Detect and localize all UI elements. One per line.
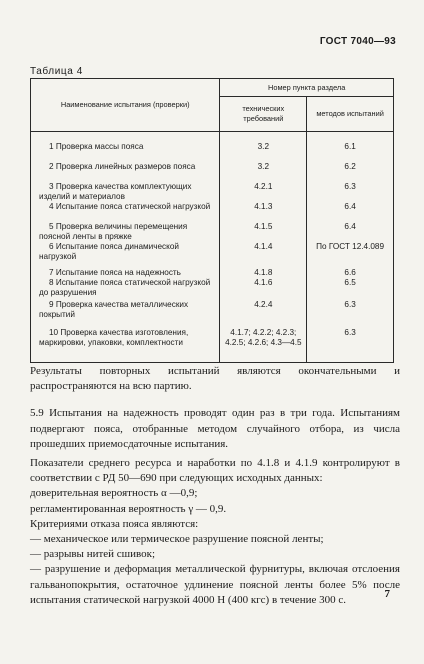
page-mark: 7 bbox=[384, 588, 390, 600]
tech-requirements-cell: 4.1.3 bbox=[220, 202, 307, 222]
paragraph-reliability-tests: 5.9 Испытания на надежность проводят один раз в три года. Испытаниям подвергают пояса, отобранные методом случайного отбора, из числа прошедших приемосдаточные испытания. bbox=[30, 407, 400, 450]
table-row bbox=[31, 162, 394, 182]
table-row bbox=[31, 182, 394, 202]
tech-requirements-cell: 4.1.7; 4.2.2; 4.2.3; 4.2.5; 4.2.6; 4.3—4.5 bbox=[220, 328, 307, 363]
table-row bbox=[31, 202, 394, 222]
test-name-cell: 4 Испытание пояса статической нагрузкой bbox=[31, 202, 220, 222]
test-methods-cell: 6.3 bbox=[307, 182, 394, 202]
column-header-test-name: Наименование испытания (проверки) bbox=[31, 79, 220, 132]
table-row bbox=[31, 222, 394, 242]
test-methods-cell: 6.3 bbox=[307, 300, 394, 328]
table-body bbox=[31, 132, 394, 363]
test-name-cell: 2 Проверка линейных размеров пояса bbox=[31, 162, 220, 182]
table-row bbox=[31, 300, 394, 328]
tech-requirements-cell: 4.1.6 bbox=[220, 278, 307, 300]
paragraph-regulated-probability: регламентированная вероятность γ — 0,9. bbox=[30, 502, 227, 515]
tech-requirements-cell: 4.1.5 bbox=[220, 222, 307, 242]
tech-requirements-cell: 3.2 bbox=[220, 162, 307, 182]
test-name-cell: 10 Проверка качества изготовления, маркировки, упаковки, комплектности bbox=[31, 328, 220, 363]
tech-requirements-cell: 3.2 bbox=[220, 132, 307, 163]
document-body bbox=[30, 364, 400, 608]
test-table bbox=[30, 78, 394, 363]
test-name-cell: 7 Испытание пояса на надежность bbox=[31, 268, 220, 278]
test-name-cell: 5 Проверка величины перемещения поясной ленты в пряжке bbox=[31, 222, 220, 242]
table-row bbox=[31, 278, 394, 300]
list-item: — механическое или термическое разрушение поясной ленты; bbox=[30, 533, 324, 546]
paragraph-confidence-probability: доверительная вероятность α —0,9; bbox=[30, 487, 198, 500]
table-row bbox=[31, 268, 394, 278]
test-name-cell: 8 Испытание пояса статической нагрузкой до разрушения bbox=[31, 278, 220, 300]
column-header-test-methods: методов испытаний bbox=[307, 97, 394, 132]
test-methods-cell: 6.4 bbox=[307, 222, 394, 242]
table-row bbox=[31, 242, 394, 268]
table-row bbox=[31, 132, 394, 163]
test-methods-cell: 6.2 bbox=[307, 162, 394, 182]
tech-requirements-cell: 4.2.1 bbox=[220, 182, 307, 202]
paragraph-repeat-test-results: Результаты повторных испытаний являются окончательными и распространяются на всю партию. bbox=[30, 365, 400, 393]
paragraph-failure-criteria: Критериями отказа пояса являются: bbox=[30, 517, 199, 530]
document-header: ГОСТ 7040—93 bbox=[319, 36, 396, 47]
tech-requirements-cell: 4.1.8 bbox=[220, 268, 307, 278]
list-item: — разрывы нитей сшивок; bbox=[30, 548, 156, 561]
test-name-cell: 1 Проверка массы пояса bbox=[31, 132, 220, 163]
paragraph-resource-indicators: Показатели среднего ресурса и наработки по 4.1.8 и 4.1.9 контролируют в соответствии с РД 50—690 при следующих исходных данных: bbox=[30, 457, 400, 485]
test-methods-cell: 6.1 bbox=[307, 132, 394, 163]
test-methods-cell: 6.4 bbox=[307, 202, 394, 222]
test-name-cell: 9 Проверка качества металлических покрытий bbox=[31, 300, 220, 328]
table-row bbox=[31, 328, 394, 363]
table-caption: Таблица 4 bbox=[30, 66, 83, 77]
tech-requirements-cell: 4.2.4 bbox=[220, 300, 307, 328]
test-name-cell: 3 Проверка качества комплектующих изделий и материалов bbox=[31, 182, 220, 202]
list-item: — разрушение и деформация металлической фурнитуры, включая отслоения гальванопокрытия, остаточное удлинение поясной ленты более 5% после испытания статической нагрузкой 4000 Н (400 кгс) в течение 300 с. bbox=[30, 563, 400, 606]
column-group-header: Номер пункта раздела bbox=[220, 79, 394, 97]
test-methods-cell: 6.5 bbox=[307, 278, 394, 300]
test-methods-cell: 6.3 bbox=[307, 328, 394, 363]
column-header-tech-requirements: технических требований bbox=[220, 97, 307, 132]
test-name-cell: 6 Испытание пояса динамической нагрузкой bbox=[31, 242, 220, 268]
tech-requirements-cell: 4.1.4 bbox=[220, 242, 307, 268]
test-methods-cell: По ГОСТ 12.4.089 bbox=[307, 242, 394, 268]
test-methods-cell: 6.6 bbox=[307, 268, 394, 278]
